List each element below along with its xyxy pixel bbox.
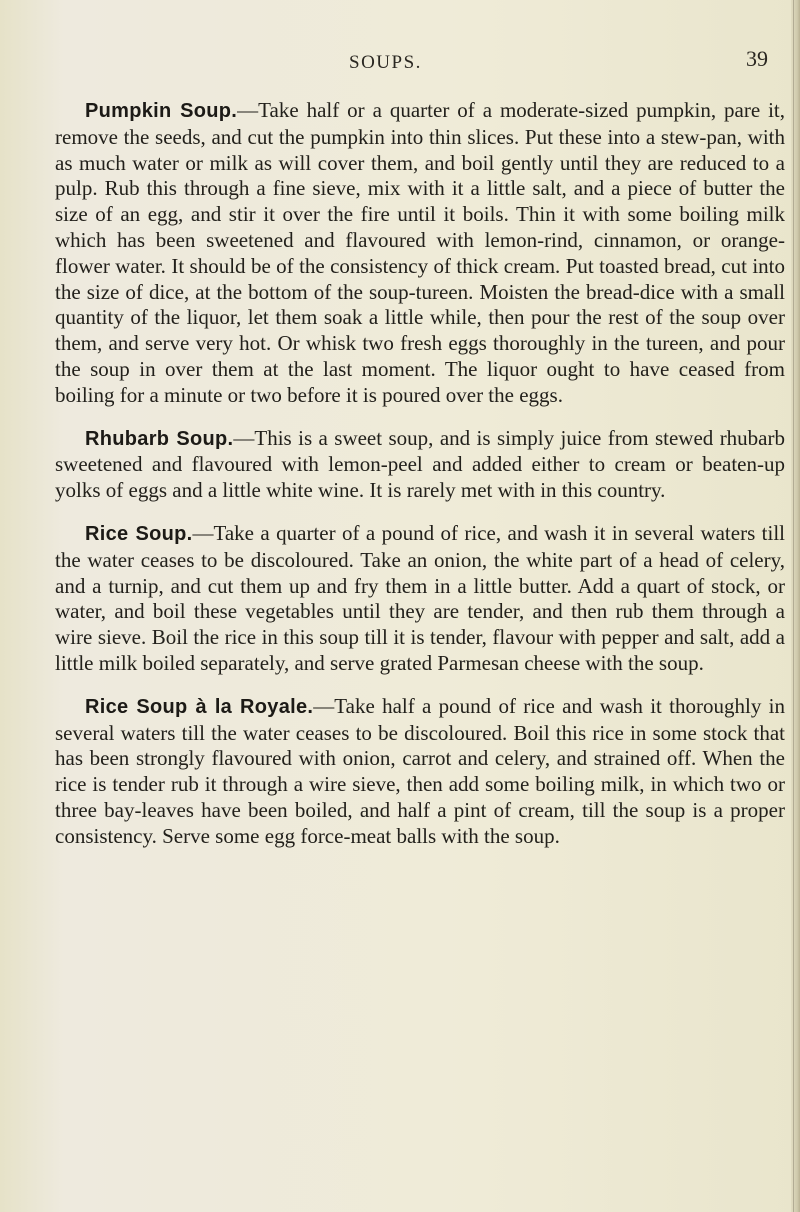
recipe-rice-soup: [55, 521, 785, 677]
page-edge: [791, 0, 800, 1212]
recipe-pumpkin-soup: [55, 98, 785, 409]
recipe-title: Pumpkin Soup.: [85, 100, 238, 122]
recipe-text: —Take half or a quarter of a moderate-sized pumpkin, pare it, remove the seeds, and cut the pumpkin into thin slices. Put these into a stew-pan, with as much water or milk as will cover them, and boil gently until they are reduced to a pulp. Rub this through a fine sieve, mix with it a little salt, and a piece of butter the size of an egg, and stir it over the fire until it boils. Thin it with some boiling milk which has been sweetened and flavoured with lemon-rind, cinnamon, or orange-flower water. It should be of the consistency of thick cream. Put toasted bread, cut into the size of dice, at the bottom of the soup-tureen. Moisten the bread-dice with a small quantity of the liquor, let them soak a little while, then pour the rest of the soup over them, and serve very hot. Or whisk two fresh eggs thoroughly in the tureen, and pour the soup in over them at the last moment. The liquor ought to have ceased from boiling for a minute or two before it is poured over the eggs.: [55, 98, 785, 407]
running-head: SOUPS.: [349, 52, 422, 73]
recipe-text: —This is a sweet soup, and is simply juice from stewed rhubarb sweetened and flavoured with lemon-peel and added either to cream or beaten-up yolks of eggs and a little white wine. It is rarely met with in this country.: [55, 425, 785, 503]
recipe-title: Rhubarb Soup.: [85, 427, 234, 450]
page-body: [55, 98, 785, 867]
page-header: [0, 46, 800, 82]
recipe-rhubarb-soup: [55, 426, 785, 504]
recipe-title: Rice Soup à la Royale.: [85, 695, 314, 718]
recipe-text: —Take a quarter of a pound of rice, and wash it in several waters till the water ceases to be discoloured. Take an onion, the white part of a head of celery, and a turnip, and cut them up and fry them in a little butter. Add a quart of stock, or water, and boil these vegetables until they are tender, and then rub them through a wire sieve. Boil the rice in this soup till it is tender, flavour with pepper and salt, add a little milk boiled separately, and serve grated Parmesan cheese with the soup.: [55, 520, 785, 675]
page-number: 39: [746, 46, 768, 71]
recipe-text: —Take half a pound of rice and wash it thoroughly in several waters till the water ceases to be discoloured. Boil this rice in some stock that has been strongly flavoured with onion, carrot and celery, and strained off. When the rice is tender rub it through a wire sieve, then add some boiling milk, in which two or three bay-leaves have been boiled, and half a pint of cream, till the soup is a proper consistency. Serve some egg force-meat balls with the soup.: [55, 693, 785, 848]
recipe-title: Rice Soup.: [85, 522, 193, 545]
recipe-rice-soup-royale: [55, 694, 785, 850]
